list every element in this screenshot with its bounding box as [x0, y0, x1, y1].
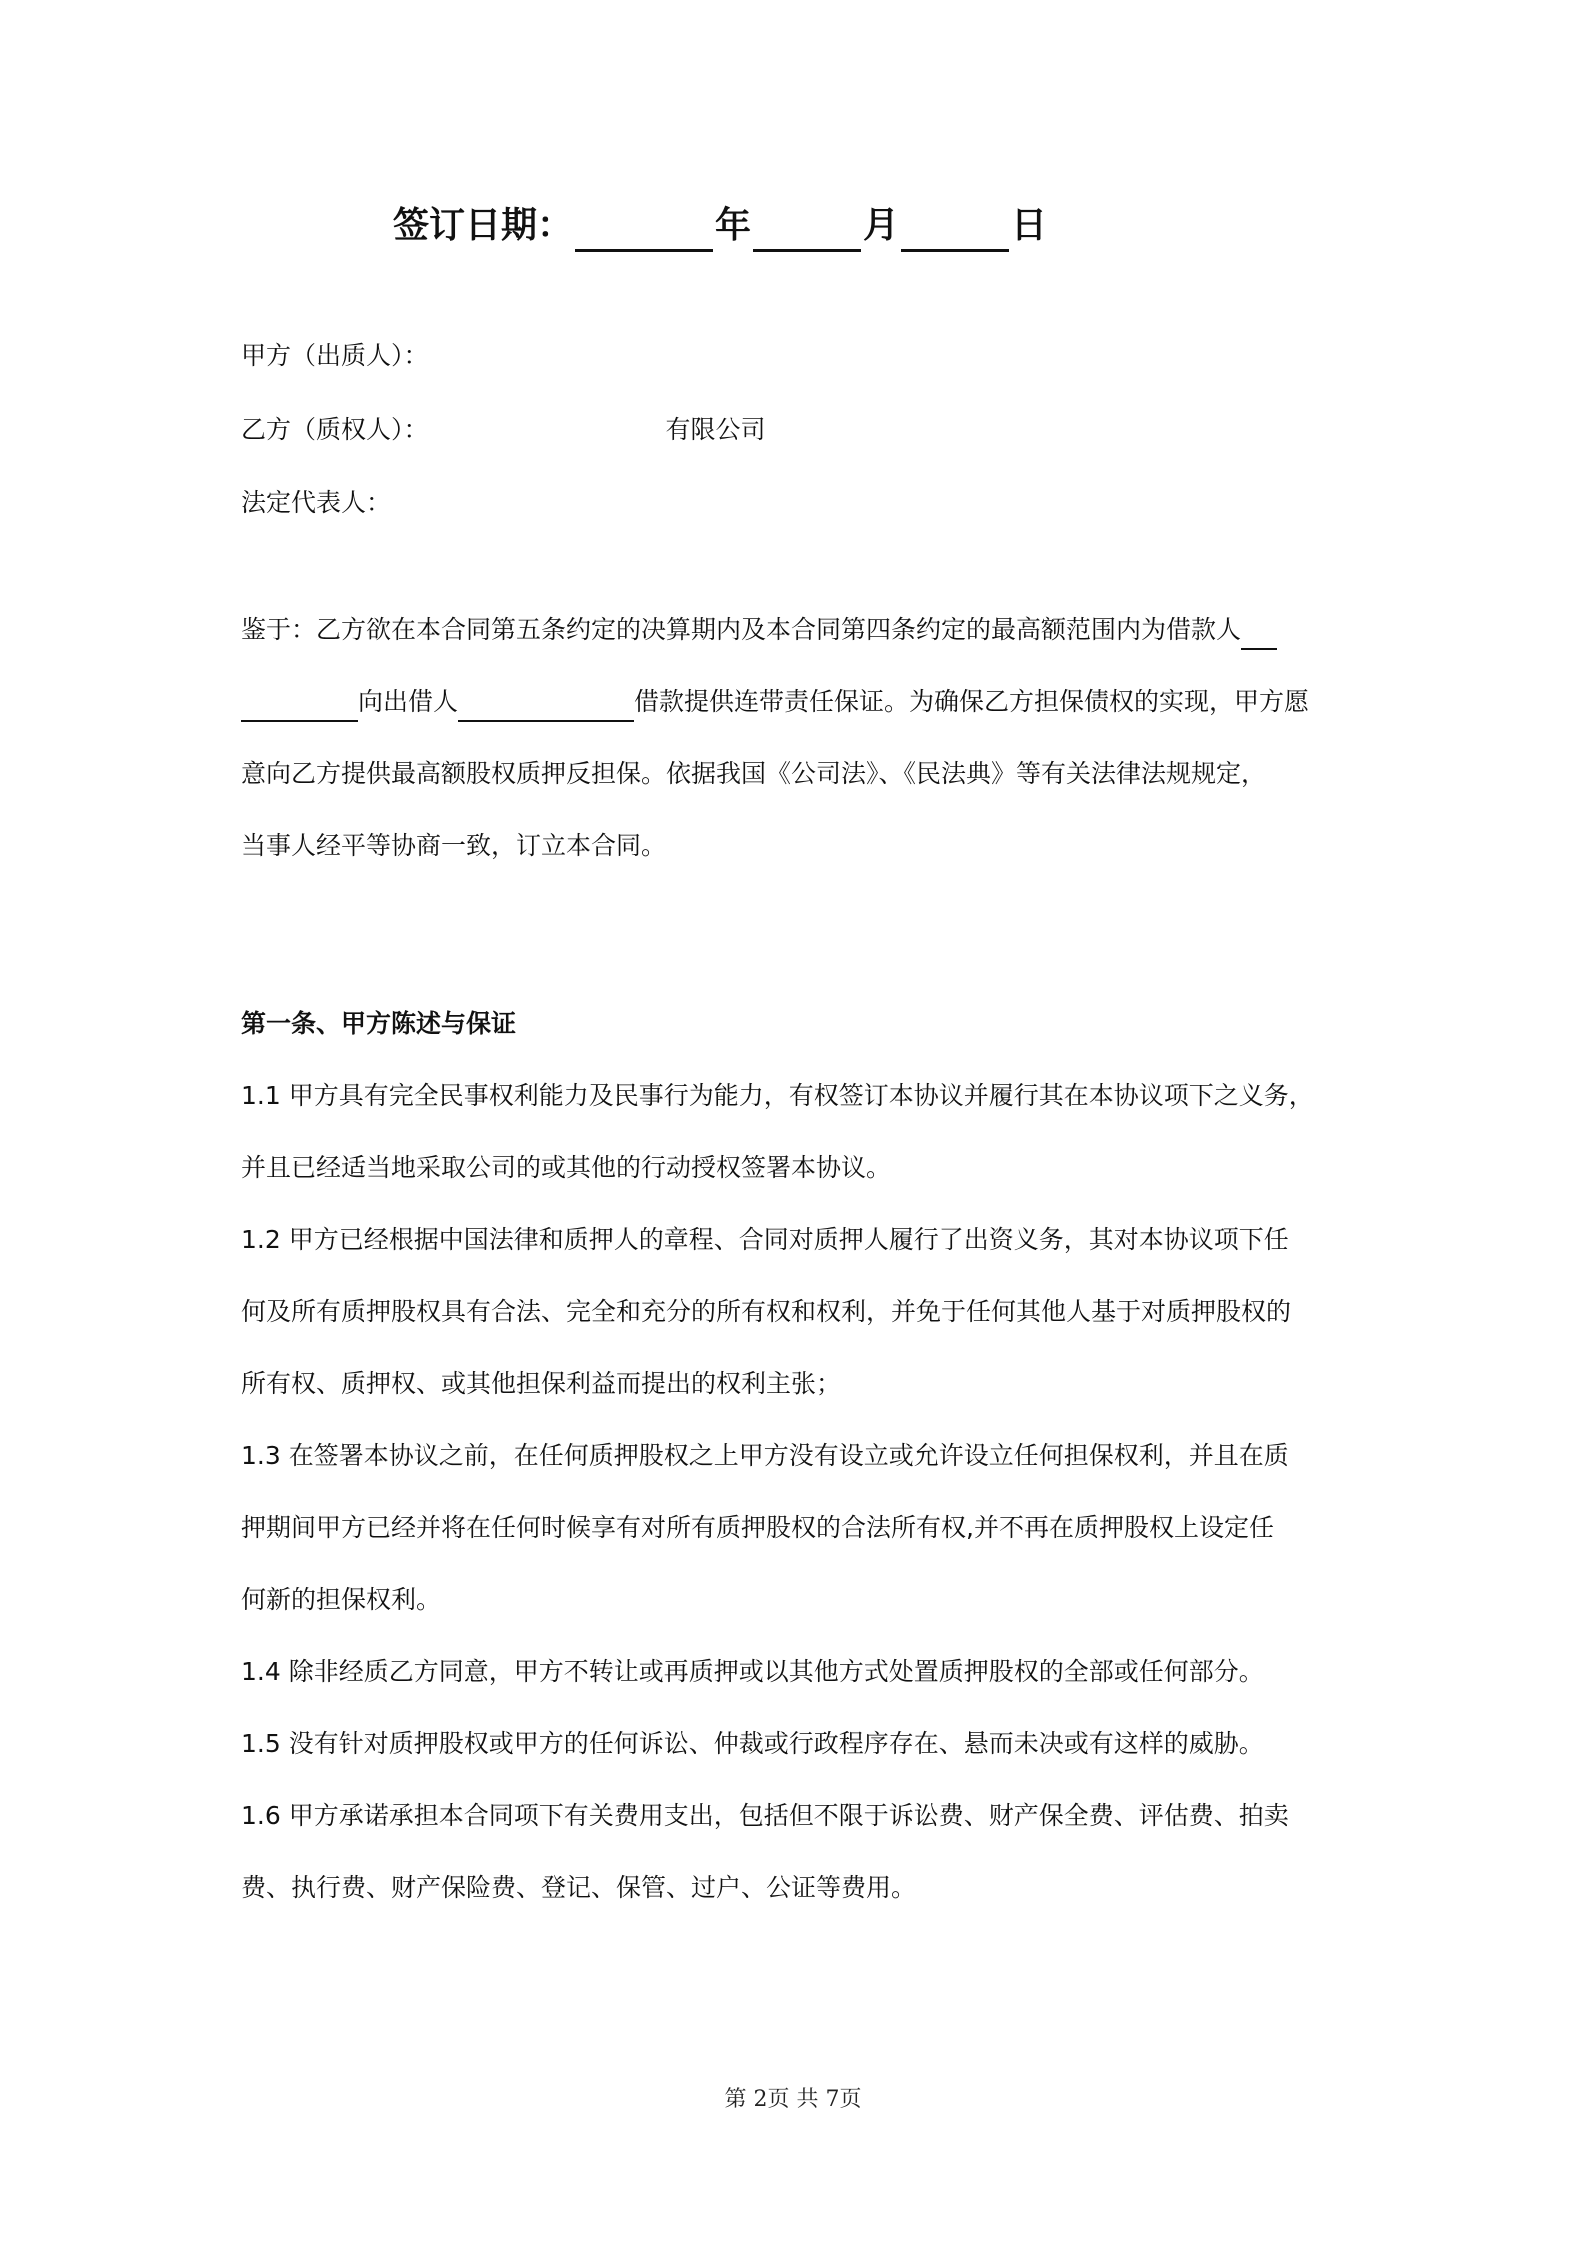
article-1-line: 并且已经适当地采取公司的或其他的行动授权签署本协议。: [241, 1153, 892, 1182]
preamble-line-4: 当事人经平等协商一致，订立本合同。: [241, 831, 667, 860]
signing-date-label: 签订日期：: [393, 205, 574, 246]
day-blank: [901, 211, 1009, 252]
article-1-line: 押期间甲方已经并将在任何时候享有对所有质押股权的合法所有权,并不再在质押股权上设定任: [241, 1513, 1274, 1542]
preamble-line-3: 意向乙方提供最高额股权质押反担保。依据我国《公司法》、《民法典》等有关法律法规规定，: [241, 759, 1267, 788]
preamble-line-1: 鉴于：乙方欲在本合同第五条约定的决算期内及本合同第四条约定的最高额范围内为借款人: [241, 610, 1277, 650]
month-blank: [753, 211, 861, 252]
article-1-line: 所有权、质押权、或其他担保利益而提出的权利主张；: [241, 1369, 842, 1398]
day-label: 日: [1011, 205, 1048, 246]
lender-blank: [458, 690, 634, 722]
article-1-heading: 第一条、甲方陈述与保证: [241, 1009, 517, 1038]
article-1-line: 1.4 除非经质乙方同意，甲方不转让或再质押或以其他方式处置质押股权的全部或任何部分。: [241, 1657, 1264, 1686]
signing-date-title: [393, 200, 1047, 252]
borrower-blank: [1241, 618, 1277, 650]
preamble-line-2: 向出借人 借款提供连带责任保证。为确保乙方担保债权的实现，甲方愿: [241, 682, 1309, 722]
article-1-line: 何新的担保权利。: [241, 1585, 442, 1614]
article-1-line: 费、执行费、财产保险费、登记、保管、过户、公证等费用。: [241, 1873, 917, 1902]
article-1-line: 1.5 没有针对质押股权或甲方的任何诉讼、仲裁或行政程序存在、悬而未决或有这样的威胁。: [241, 1729, 1264, 1758]
article-1-line: 何及所有质押股权具有合法、完全和充分的所有权和权利，并免于任何其他人基于对质押股权的: [241, 1297, 1292, 1326]
article-1-line: 1.6 甲方承诺承担本合同项下有关费用支出，包括但不限于诉讼费、财产保全费、评估费、拍卖: [241, 1801, 1289, 1830]
party-b-company: 有限公司: [665, 415, 766, 444]
legal-rep-line: 法定代表人：: [241, 488, 392, 517]
borrower-blank-cont: [241, 690, 358, 722]
page-number: 第 2页 共 7页: [724, 2087, 862, 2112]
year-label: 年: [715, 205, 752, 246]
party-b-line: [241, 410, 766, 450]
month-label: 月: [863, 205, 900, 246]
party-b-label: 乙方（质权人）：: [241, 415, 429, 444]
party-a-line: 甲方（出质人）：: [241, 341, 429, 370]
article-1-line: 1.2 甲方已经根据中国法律和质押人的章程、合同对质押人履行了出资义务，其对本协议项下任: [241, 1225, 1289, 1254]
article-1-line: 1.1 甲方具有完全民事权利能力及民事行为能力，有权签订本协议并履行其在本协议项下之义务，: [241, 1081, 1314, 1110]
article-1-line: 1.3 在签署本协议之前，在任何质押股权之上甲方没有设立或允许设立任何担保权利，并且在质: [241, 1441, 1289, 1470]
year-blank: [575, 211, 713, 252]
